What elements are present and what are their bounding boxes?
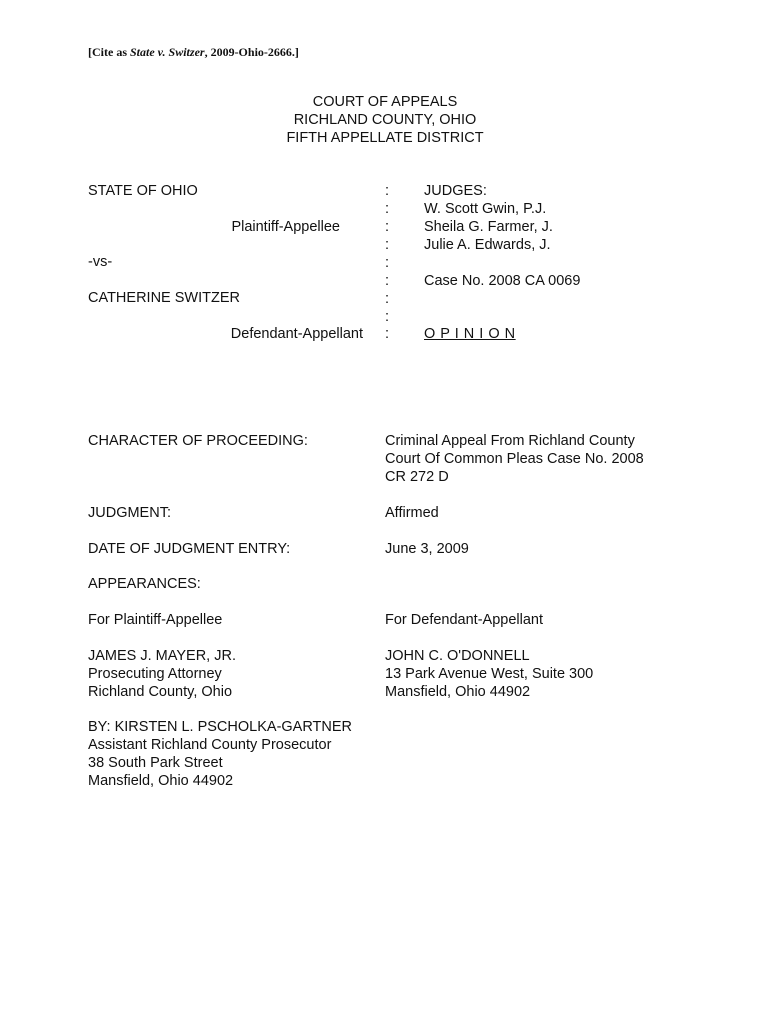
plaintiff-name: STATE OF OHIO: [88, 183, 198, 199]
citation-prefix: [Cite as: [88, 45, 130, 59]
assistant-prosecutor-line: 38 South Park Street: [88, 755, 223, 771]
assistant-prosecutor-line: Mansfield, Ohio 44902: [88, 773, 234, 789]
plaintiff-counsel-line: JAMES J. MAYER, JR.: [88, 648, 236, 664]
caption-colon: :: [385, 219, 390, 235]
caption-colon: :: [385, 291, 390, 307]
judgment-label: JUDGMENT:: [88, 505, 171, 521]
court-district: FIFTH APPELLATE DISTRICT: [286, 130, 484, 146]
judgment-value: Affirmed: [385, 505, 439, 521]
court-county: RICHLAND COUNTY, OHIO: [293, 112, 477, 128]
citation-case-name: State v. Switzer: [130, 45, 205, 59]
appearances-label: APPEARANCES:: [88, 576, 201, 592]
proceeding-line: Criminal Appeal From Richland County: [385, 433, 635, 449]
proceeding-label: CHARACTER OF PROCEEDING:: [88, 433, 308, 449]
defendant-counsel-line: JOHN C. O'DONNELL: [385, 648, 530, 664]
proceeding-line: CR 272 D: [385, 469, 449, 485]
defendant-counsel-line: 13 Park Avenue West, Suite 300: [385, 666, 594, 682]
defendant-name: CATHERINE SWITZER: [88, 290, 240, 306]
judge-name: Julie A. Edwards, J.: [424, 237, 551, 253]
proceeding-line: Court Of Common Pleas Case No. 2008: [385, 451, 644, 467]
assistant-prosecutor-line: BY: KIRSTEN L. PSCHOLKA-GARTNER: [88, 719, 353, 735]
assistant-prosecutor-line: Assistant Richland County Prosecutor: [88, 737, 332, 753]
defendant-counsel-heading: For Defendant-Appellant: [385, 612, 543, 628]
caption-colon: :: [385, 255, 390, 271]
caption-colon: :: [385, 309, 390, 325]
defendant-counsel-line: Mansfield, Ohio 44902: [385, 684, 531, 700]
caption-colon: :: [385, 183, 390, 199]
plaintiff-counsel-heading: For Plaintiff-Appellee: [88, 612, 223, 628]
caption-colon: :: [385, 326, 390, 342]
citation-suffix: , 2009-Ohio-2666.]: [204, 45, 299, 59]
caption-colon: :: [385, 201, 390, 217]
judgment-date-value: June 3, 2009: [385, 541, 469, 557]
judges-label: JUDGES:: [424, 183, 487, 199]
defendant-role: Defendant-Appellant: [230, 326, 363, 342]
judgment-date-label: DATE OF JUDGMENT ENTRY:: [88, 541, 291, 557]
court-name: COURT OF APPEALS: [312, 94, 458, 110]
opinion-heading: O P I N I O N: [424, 326, 516, 342]
plaintiff-counsel-line: Richland County, Ohio: [88, 684, 233, 700]
plaintiff-role: Plaintiff-Appellee: [231, 219, 340, 235]
case-number: Case No. 2008 CA 0069: [424, 273, 581, 289]
versus: -vs-: [88, 254, 113, 270]
caption-colon: :: [385, 273, 390, 289]
judge-name: W. Scott Gwin, P.J.: [424, 201, 547, 217]
citation-line: [88, 43, 299, 61]
caption-colon: :: [385, 237, 390, 253]
judge-name: Sheila G. Farmer, J.: [424, 219, 553, 235]
plaintiff-counsel-line: Prosecuting Attorney: [88, 666, 222, 682]
